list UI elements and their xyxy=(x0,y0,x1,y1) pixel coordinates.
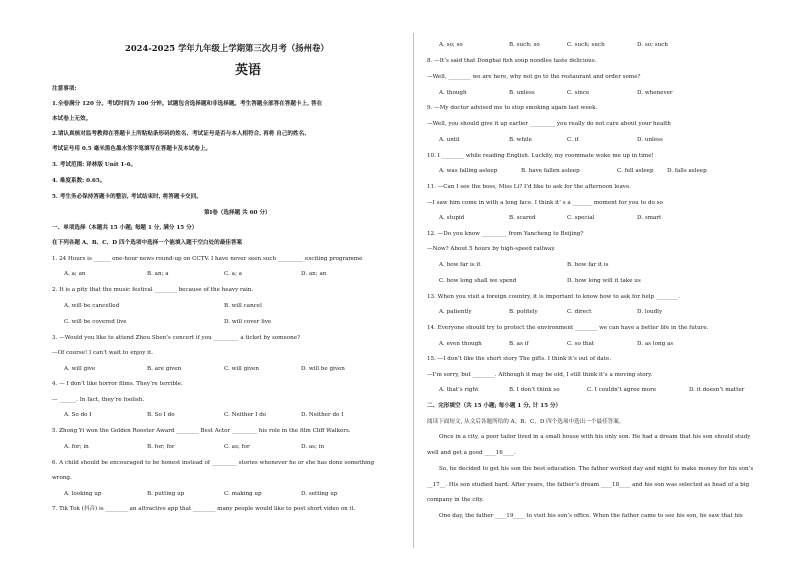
q15-option-d[interactable]: D. it doesn’t matter xyxy=(689,387,745,393)
q1-option-b[interactable]: B. an; a xyxy=(147,271,169,277)
section1-instruction: 在下列各题 A、B、C、D 四个选项中选择一个能填入题干空白处的最佳答案 xyxy=(52,240,243,246)
q3-option-c[interactable]: C. will given xyxy=(224,366,260,372)
q2-option-c[interactable]: C. will be covered live xyxy=(64,319,127,325)
q14-option-b[interactable]: B. as if xyxy=(509,341,529,347)
subject-title: 英语 xyxy=(235,63,262,78)
q10-option-c[interactable]: C. fell asleep xyxy=(617,168,654,174)
section1-heading: 一、单项选择（本题共 15 小题; 每题 1 分, 满分 15 分） xyxy=(52,225,198,231)
q12-option-b[interactable]: B. how far it is xyxy=(567,262,609,268)
q3-option-b[interactable]: B. are given xyxy=(147,366,182,372)
cloze-p2a: So, he decided to get his son the best education. The father worked day and night to make money for his son’s xyxy=(439,466,754,472)
q2-option-a[interactable]: A. will be cancelled xyxy=(64,303,120,309)
q15-option-b[interactable]: B. I don’t think so xyxy=(509,387,560,393)
q8-option-a[interactable]: A. though xyxy=(439,90,467,96)
note-3: 3. 考试范围: 译林版 Unit 1-6。 xyxy=(52,162,137,168)
cloze-p2b: __17__. His son studied hard. After years, the father’s dream ____18____ and his son was selected as head of a big xyxy=(427,482,750,488)
q6-option-d[interactable]: D. setting up xyxy=(301,491,338,497)
question-4-stem2: — ______. In fact, they’re foolish. xyxy=(52,397,145,403)
q10-option-d[interactable]: D. falls asleep xyxy=(667,168,707,174)
question-13-stem: 13. When you visit a foreign country, it is important to know how to ask for help ________. xyxy=(427,294,681,300)
question-15-stem: 15. —I don’t like the short story The gifts. I think it’s out of date. xyxy=(427,356,612,362)
q1-option-c[interactable]: C. a; a xyxy=(224,271,242,277)
q5-option-a[interactable]: A. for; in xyxy=(64,444,89,450)
q6-option-c[interactable]: C. making up xyxy=(224,491,262,497)
q11-option-c[interactable]: C. special xyxy=(567,215,595,221)
q2-option-b[interactable]: B. will cancel xyxy=(224,303,262,309)
q9-option-a[interactable]: A. until xyxy=(439,137,460,143)
q9-option-b[interactable]: B. while xyxy=(509,137,532,143)
note-5: 5. 考生务必保持答题卡的整洁, 考试结束时, 将答题卡交回。 xyxy=(52,194,202,200)
q13-option-d[interactable]: D. loudly xyxy=(637,309,663,315)
question-3-stem: 3. —Would you like to attend Zhou Shen’s concert if you _________ a ticket by someone? xyxy=(52,335,301,341)
question-14-stem: 14. Everyone should try to protect the environment ________ we can have a better life in the future. xyxy=(427,325,709,331)
question-15-stem2: —I’m sorry, but ________. Although it may be old, I still think it’s a moving story. xyxy=(427,372,653,378)
note-2b: 考试证号用 0.5 毫米黑色墨水签字笔填写在答题卡及本试卷上。 xyxy=(52,146,212,152)
q11-option-d[interactable]: D. smart xyxy=(637,215,662,221)
question-8-stem2: —Well, ________ we are here, why not go to the restaurant and order some? xyxy=(427,74,641,80)
q7-option-a[interactable]: A. so; so xyxy=(439,42,463,48)
q7-option-d[interactable]: D. so; such xyxy=(637,42,668,48)
question-7-stem: 7. Tik Tok (抖音) is ________ an attractive app that ________ many people would like to post short video on it. xyxy=(52,506,356,512)
cloze-p1a: Once in a city, a poor tailor lived in a small house with his only son. He had a dream that his son should study xyxy=(439,434,751,440)
question-2-stem: 2. It is a pity that the music festival ________ because of the heavy rain. xyxy=(52,287,254,293)
q15-option-c[interactable]: C. I couldn’t agree more xyxy=(587,387,657,393)
q4-option-d[interactable]: D. Neither do I xyxy=(301,412,344,418)
note-1b: 本试卷上无效。 xyxy=(52,116,92,122)
q5-option-b[interactable]: B. for; for xyxy=(147,444,175,450)
q4-option-c[interactable]: C. Neither I do xyxy=(224,412,267,418)
q13-option-c[interactable]: C. direct xyxy=(567,309,592,315)
question-8-stem: 8. —It’s said that Donghai fish soup noodles taste delicious. xyxy=(427,58,597,64)
q5-option-d[interactable]: D. as; in xyxy=(301,444,325,450)
q11-option-a[interactable]: A. stupid xyxy=(439,215,465,221)
q8-option-b[interactable]: B. unless xyxy=(509,90,535,96)
q13-option-b[interactable]: B. politely xyxy=(509,309,538,315)
question-12-stem2: —Now? About 5 hours by high-speed railway. xyxy=(427,246,556,252)
q7-option-c[interactable]: C. such; such xyxy=(567,42,605,48)
question-4-stem: 4. — I don’t like horror films. They’re terrible. xyxy=(52,381,183,387)
section2-heading: 二、完形填空（共 15 小题; 每小题 1 分, 计 15 分） xyxy=(427,403,562,409)
q12-option-c[interactable]: C. how long shall we spend xyxy=(439,278,517,284)
q12-option-a[interactable]: A. how far is it xyxy=(439,262,481,268)
note-2a: 2.请认真核对监考教师在答题卡上所粘贴条形码的姓名、考试证号是否与本人相符合, 再将 自己的姓名、 xyxy=(52,131,310,137)
cloze-p1b: well and get a good ____16____. xyxy=(427,450,516,456)
q4-option-a[interactable]: A. So do I xyxy=(64,412,92,418)
note-4: 4. 难度系数: 0.65。 xyxy=(52,178,106,184)
exam-title: 2024-2025 学年九年级上学期第三次月考（扬州卷） xyxy=(125,43,329,53)
q14-option-d[interactable]: D. as long as xyxy=(637,341,674,347)
q4-option-b[interactable]: B. So I do xyxy=(147,412,175,418)
question-5-stem: 5. Zhong Yi won the Golden Rooster Award ________ Best Actor _________ his role in the film Cliff Walkers. xyxy=(52,428,351,434)
cloze-p3: One day, the father ____19____ to visit his son’s office. When the father came to see his son, he saw that his xyxy=(439,513,743,519)
q1-option-a[interactable]: A. a; an xyxy=(64,271,86,277)
question-9-stem: 9. —My doctor advised me to stop smoking again last week. xyxy=(427,105,598,111)
q1-option-d[interactable]: D. an; an xyxy=(301,271,327,277)
column-divider xyxy=(413,33,414,548)
cloze-p2c: company in the city. xyxy=(427,497,484,503)
q5-option-c[interactable]: C. as; for xyxy=(224,444,250,450)
q12-option-d[interactable]: D. how long will it take us xyxy=(567,278,641,284)
question-3-stem2: —Of course! I can’t wait to enjoy it. xyxy=(52,350,153,356)
question-11-stem2: —I saw him come in with a long face. I think it’ s a _______ moment for you to do so xyxy=(427,200,663,206)
q10-option-a[interactable]: A. was falling asleep xyxy=(439,168,498,174)
q13-option-a[interactable]: A. patiently xyxy=(439,309,472,315)
part1-heading: 第Ⅰ卷（选择题 共 60 分） xyxy=(204,210,271,216)
question-6-stem2: wrong. xyxy=(52,475,72,481)
q14-option-c[interactable]: C. so that xyxy=(567,341,595,347)
q9-option-d[interactable]: D. unless xyxy=(637,137,663,143)
section2-instruction: 阅读下面短文, 从文后各题所给的 A、B、C、D 四个选项中选出一个最佳答案。 xyxy=(427,419,625,425)
q8-option-c[interactable]: C. since xyxy=(567,90,590,96)
q10-option-b[interactable]: B. have fallen asleep xyxy=(521,168,580,174)
q2-option-d[interactable]: D. will cover live xyxy=(224,319,272,325)
q14-option-a[interactable]: A. even though xyxy=(439,341,482,347)
question-1-stem: 1. 24 Hours is ______ one-hour news round-up on CCTV. I have never seen such _________ exciting programme xyxy=(52,256,363,262)
q7-option-b[interactable]: B. such; so xyxy=(509,42,540,48)
q6-option-b[interactable]: B. putting up xyxy=(147,491,185,497)
q3-option-a[interactable]: A. will give xyxy=(64,366,96,372)
question-11-stem: 11. —Can I see the boss, Miss Li? I’d like to ask for the afternoon leave. xyxy=(427,184,632,190)
q15-option-a[interactable]: A. that’s right xyxy=(439,387,479,393)
q3-option-d[interactable]: D. will be given xyxy=(301,366,345,372)
notes-heading: 注意事项: xyxy=(52,86,77,92)
question-9-stem2: —Well, you should give it up earlier _________ you really do not care about your health xyxy=(427,121,671,127)
q11-option-b[interactable]: B. scared xyxy=(509,215,536,221)
note-1a: 1.全卷满分 120 分。考试时间为 100 分钟。试题包含选择题和非选择题。考生答题全部答在答题卡上, 答在 xyxy=(52,101,323,107)
question-6-stem: 6. A child should be encouraged to be honest instead of _________ stories whenever he or she has done something xyxy=(52,460,375,466)
question-12-stem: 12. —Do you know _________ from Yancheng to Beijing? xyxy=(427,231,584,237)
q8-option-d[interactable]: D. whenever xyxy=(637,90,673,96)
q6-option-a[interactable]: A. looking up xyxy=(64,491,102,497)
question-10-stem: 10. I ________ while reading English. Luckily, my roommate woke me up in time! xyxy=(427,153,654,159)
q9-option-c[interactable]: C. if xyxy=(567,137,579,143)
